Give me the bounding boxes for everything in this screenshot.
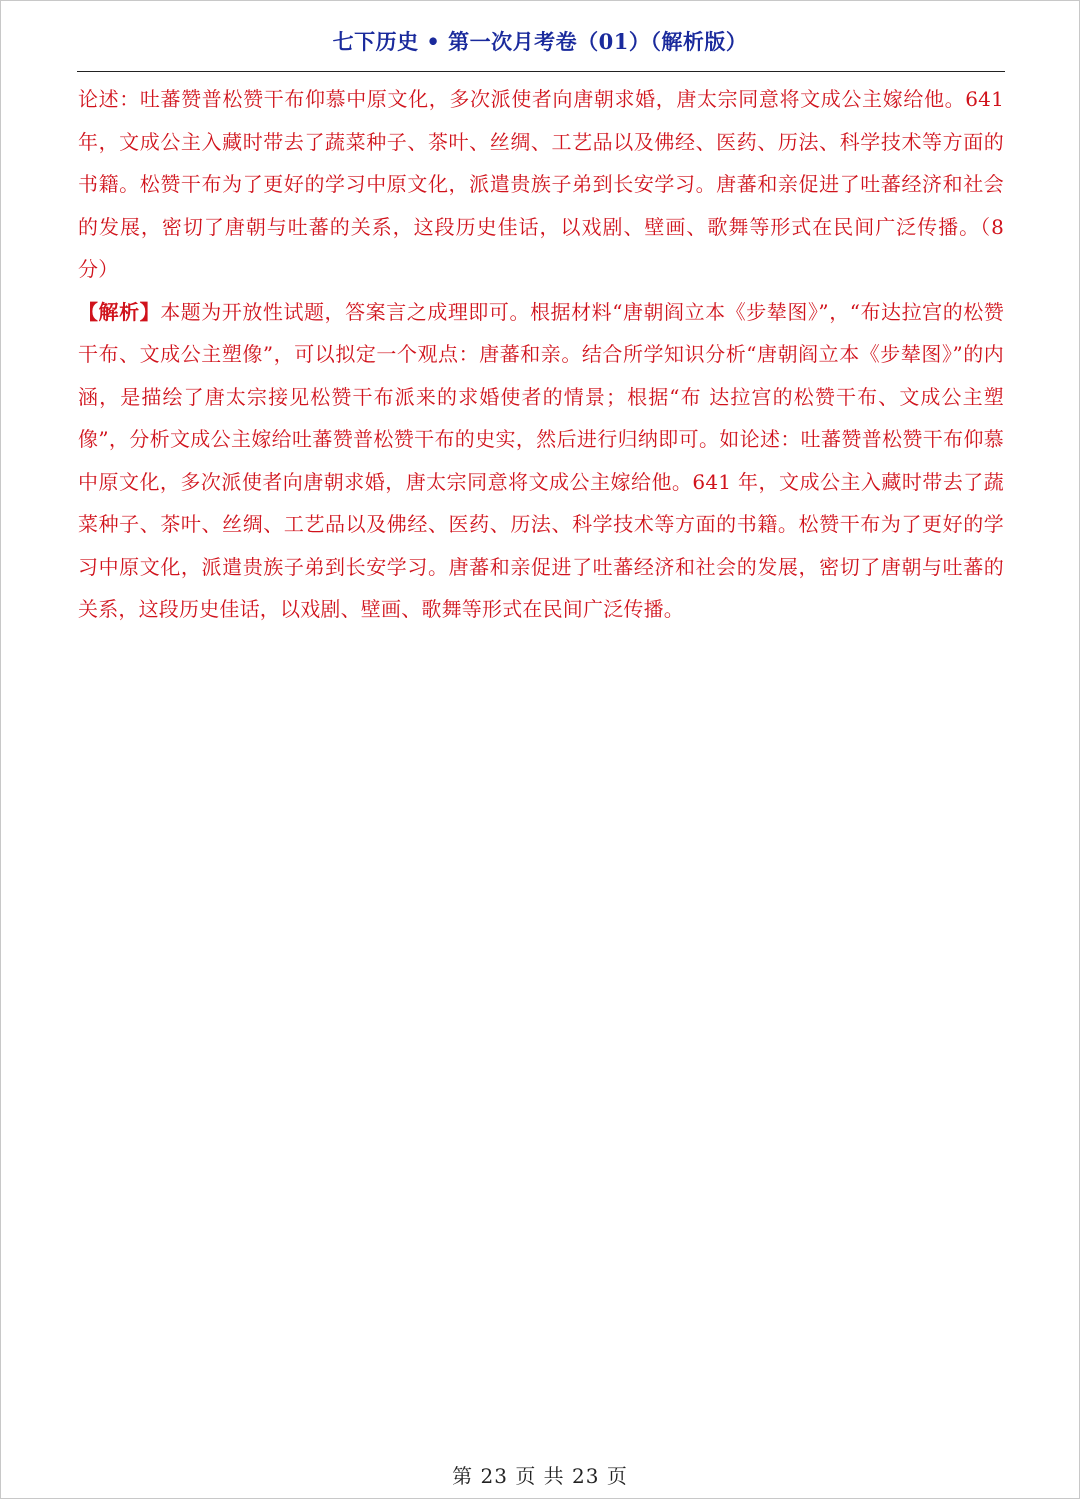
analysis-paragraph: [78, 291, 1004, 631]
analysis-text: 本题为开放性试题，答案言之成理即可。根据材料“唐朝阎立本《步辇图》”，“布达拉宫的松赞干布、文成公主塑像”，可以拟定一个观点：唐蕃和亲。结合所学知识分析“唐朝阎立本《步辇图》”的内涵，是描绘了唐太宗接见松赞干布派来的求婚使者的情景；根据“布 达拉宫的松赞干布、文成公主塑像”，分析文成公主嫁给吐蕃赞普松赞干布的史实，然后进行归纳即可。如论述：吐蕃赞普松赞干布仰慕中原文化，多次派使者向唐朝求婚，唐太宗同意将文成公主嫁给他。641 年，文成公主入藏时带去了蔬菜种子、茶叶、丝绸、工艺品以及佛经、医药、历法、科学技术等方面的书籍。松赞干布为了更好的学习中原文化，派遣贵族子弟到长安学习。唐蕃和亲促进了吐蕃经济和社会的发展，密切了唐朝与吐蕃的关系，这段历史佳话，以戏剧、壁画、歌舞等形式在民间广泛传播。: [78, 299, 1004, 621]
document-body: [78, 78, 1004, 631]
header-divider: [77, 71, 1005, 72]
analysis-label: 【解析】: [78, 299, 161, 324]
page-header-title: 七下历史 • 第一次月考卷（01）（解析版）: [332, 29, 748, 54]
answer-paragraph: 论述：吐蕃赞普松赞干布仰慕中原文化，多次派使者向唐朝求婚，唐太宗同意将文成公主嫁给他。641 年，文成公主入藏时带去了蔬菜种子、茶叶、丝绸、工艺品以及佛经、医药、历法、科学技术等方面的书籍。松赞干布为了更好的学习中原文化，派遣贵族子弟到长安学习。唐蕃和亲促进了吐蕃经济和社会的发展，密切了唐朝与吐蕃的关系，这段历史佳话，以戏剧、壁画、歌舞等形式在民间广泛传播。（8 分）: [78, 87, 1004, 281]
page-number-footer: 第 23 页 共 23 页: [452, 1464, 628, 1488]
